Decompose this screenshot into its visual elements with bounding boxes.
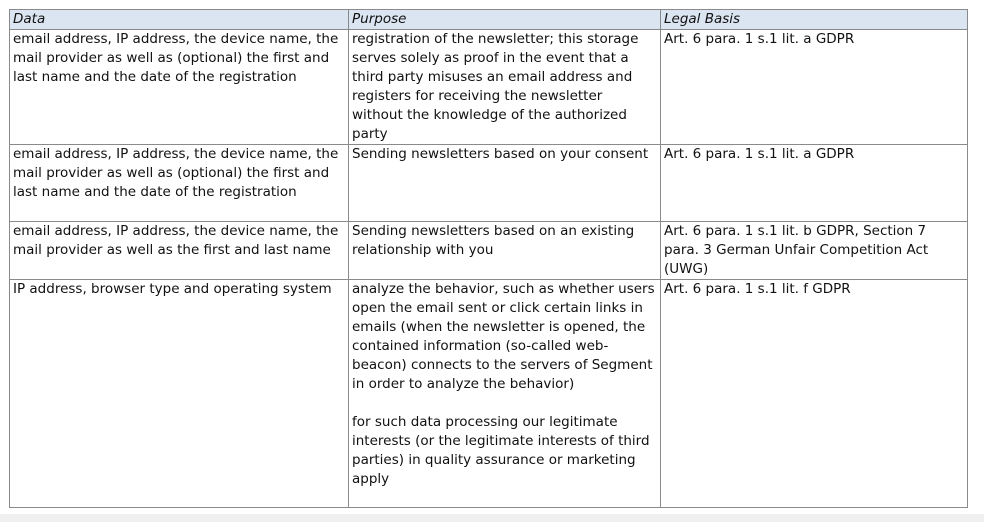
cell-purpose [349, 280, 661, 508]
cell-purpose [349, 222, 661, 280]
purpose-paragraph: Sending newsletters based on an existing relationship with you [352, 223, 635, 258]
header-data: Data [10, 10, 349, 30]
cell-legal-basis: Art. 6 para. 1 s.1 lit. f GDPR [661, 280, 968, 508]
cell-data: email address, IP address, the device name, the mail provider as well as the first and last name [10, 222, 349, 280]
purpose-paragraph: for such data processing our legitimate interests (or the legitimate interests of third parties) in quality assurance or marketing apply [352, 414, 650, 487]
table-row [10, 222, 968, 280]
purpose-paragraph: Sending newsletters based on your consent [352, 146, 649, 162]
table-header-row [10, 10, 968, 30]
header-purpose: Purpose [349, 10, 661, 30]
table-row [10, 280, 968, 508]
table-row [10, 145, 968, 222]
cell-legal-basis: Art. 6 para. 1 s.1 lit. b GDPR, Section 7 para. 3 German Unfair Competition Act (UWG) [661, 222, 968, 280]
cell-data: email address, IP address, the device name, the mail provider as well as (optional) the first and last name and the date of the registration [10, 145, 349, 222]
cell-purpose [349, 145, 661, 222]
table-row [10, 30, 968, 145]
cell-legal-basis: Art. 6 para. 1 s.1 lit. a GDPR [661, 145, 968, 222]
cell-purpose [349, 30, 661, 145]
header-legal-basis: Legal Basis [661, 10, 968, 30]
bottom-strip [0, 514, 984, 522]
data-processing-table [9, 9, 968, 508]
cell-data: email address, IP address, the device name, the mail provider as well as (optional) the first and last name and the date of the registration [10, 30, 349, 145]
cell-legal-basis: Art. 6 para. 1 s.1 lit. a GDPR [661, 30, 968, 145]
cell-data: IP address, browser type and operating system [10, 280, 349, 508]
purpose-paragraph: analyze the behavior, such as whether users open the email sent or click certain links in emails (when the newsletter is opened, the contained information (so-called web-beacon) connects to the servers of Segment in order to analyze the behavior) [352, 281, 655, 392]
purpose-paragraph: registration of the newsletter; this storage serves solely as proof in the event that a third party misuses an email address and registers for receiving the newsletter without the knowledge of the authorized party [352, 31, 639, 142]
